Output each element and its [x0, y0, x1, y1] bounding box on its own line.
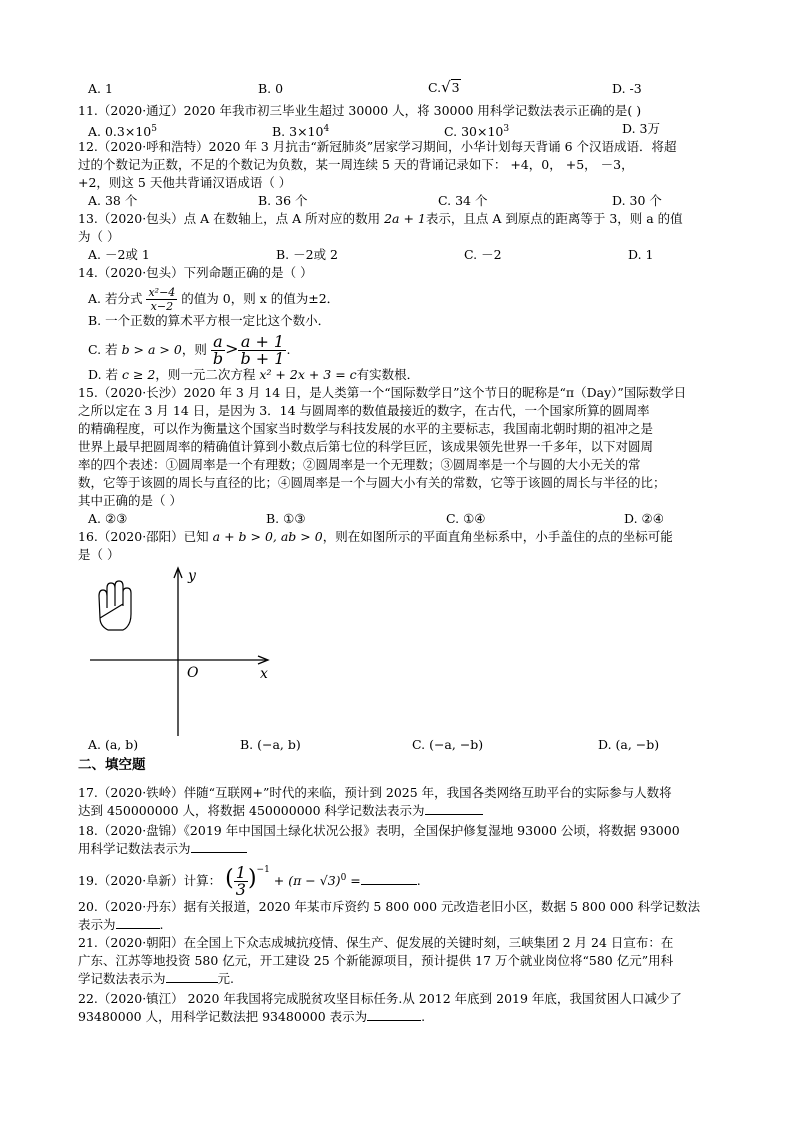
q19-line: 19.（2020·阜新）计算： ( $\frac{1}{3}$ )$^{-1} + (\pi - √3)^0$ = .	[78, 863, 421, 900]
q16-line2: 是（ ）	[78, 547, 120, 562]
q13-option-c: C. －2	[464, 247, 502, 262]
q15-option-a: A. ②③	[88, 511, 128, 526]
q13-option-b: B. －2或 2	[276, 247, 339, 262]
q13-option-d: D. 1	[628, 247, 654, 262]
q16-coordinate-figure	[80, 560, 300, 740]
q20-line2: 表示为 .	[78, 917, 164, 932]
q21-line3: 学记数法表示为 元.	[78, 971, 234, 986]
q14-option-c: C. 若 b > a > 0，则 $\frac{a}{b}$ > $\frac{a + 1}{b + 1}$ .	[88, 332, 291, 368]
q12-option-d: D. 30 个	[612, 193, 662, 208]
q12-option-a: A. 38 个	[88, 193, 138, 208]
q20-answer-blank[interactable]	[116, 916, 160, 929]
q15-option-c: C. ①④	[446, 511, 486, 526]
q18-answer-blank[interactable]	[191, 840, 247, 853]
q16-line1: 16.（2020·邵阳）已知 a + b > 0, ab > 0，则在如图所示的平面直角坐标系中，小手盖住的点的坐标可能	[78, 529, 673, 544]
q18-line1: 18.（2020·盘锦）《2019 年中国国土绿化状况公报》表明，全国保护修复湿地 93000 公顷，将数据 93000	[78, 823, 680, 838]
q15-line6: 数，它等于该圆的周长与直径的比；④圆周率是一个与圆大小有关的常数，它等于该圆的周长与半径的比；	[78, 475, 666, 490]
q10-option-b: B. 0	[258, 81, 284, 96]
q12-option-c: C. 34 个	[438, 193, 488, 208]
q10-option-a: A. 1	[88, 81, 113, 96]
q12-line2: 过的个数记为正数，不足的个数记为负数，某一周连续 5 天的背诵记录如下： +4，0， +5， －3，	[78, 157, 634, 172]
hand-icon	[99, 581, 131, 630]
q12-line1: 12.（2020·呼和浩特）2020 年 3 月抗击“新冠肺炎”居家学习期间，小华计划每天背诵 6 个汉语成语．将超	[78, 139, 677, 154]
q12-option-b: B. 36 个	[258, 193, 308, 208]
q15-option-d: D. ②④	[624, 511, 664, 526]
q16-option-b: B. (−a, b)	[240, 737, 301, 752]
q20-line1: 20.（2020·丹东）据有关报道，2020 年某市斥资约 5 800 000 元改造老旧小区，数据 5 800 000 科学记数法	[78, 899, 701, 914]
q14-option-a: A. 若分式 $\frac{\text{x²−4}}{x-2}$ 的值为 0，则 x 的值为±2．	[88, 286, 340, 313]
q15-line4: 世界上最早把圆周率的精确值计算到小数点后第七位的科学巨匠，该成果领先世界一千多年，以下对圆周	[78, 439, 654, 454]
q22-answer-blank[interactable]	[367, 1008, 421, 1021]
q19-answer-blank[interactable]	[361, 872, 417, 885]
q14-stem: 14.（2020·包头）下列命题正确的是（ ）	[78, 265, 313, 280]
q15-line3: 的精确程度，可以作为衡量这个国家当时数学与科技发展的水平的主要标志，我国南北朝时期的祖冲之是	[78, 421, 654, 436]
origin-label: O	[187, 665, 199, 681]
q15-line1: 15.（2020·长沙）2020 年 3 月 14 日，是人类第一个“国际数学日”这个节日的昵称是“π（Day）”国际数学日	[78, 385, 687, 400]
q21-answer-blank[interactable]	[166, 970, 218, 983]
q12-line3: +2，则这 5 天他共背诵汉语成语（ ）	[78, 175, 292, 190]
q11-option-c: C. $30\times 10^3$	[444, 124, 510, 140]
q15-line5: 率的四个表述：①圆周率是一个有理数；②圆周率是一个无理数；③圆周率是一个与圆的大小无关的常	[78, 457, 641, 472]
q13-line2: 为（ ）	[78, 229, 120, 244]
q11-option-b: B. $3\times 10^4$	[272, 124, 330, 140]
q13-line1: 13.（2020·包头）点 A 在数轴上，点 A 所对应的数用 2a + 1表示，且点 A 到原点的距离等于 3，则 a 的值	[78, 211, 683, 226]
q17-line2: 达到 450000000 人，将数据 450000000 科学记数法表示为	[78, 802, 718, 820]
q16-option-a: A. (a, b)	[88, 737, 139, 752]
q10-option-d: D. -3	[612, 81, 642, 96]
q13-option-a: A. －2或 1	[88, 247, 150, 262]
q14-option-b: B. 一个正数的算术平方根一定比这个数小．	[88, 313, 331, 328]
q15-line2: 之所以定在 3 月 14 日，是因为 3．14 与圆周率的数值最接近的数字，在古代，一个国家所算的圆周率	[78, 403, 650, 418]
q11-stem: 11.（2020·通辽）2020 年我市初三毕业生超过 30000 人，将 30000 用科学记数法表示正确的是( )	[78, 103, 642, 118]
q18-line2: 用科学记数法表示为	[78, 840, 718, 858]
q17-line1: 17.（2020·铁岭）伴随“互联网+”时代的来临，预计到 2025 年，我国各类网络互助平台的实际参与人数将	[78, 785, 672, 800]
q15-line7: 其中正确的是（ ）	[78, 493, 182, 508]
q15-option-b: B. ①③	[266, 511, 306, 526]
q11-option-a: A. $0.3\times 10^5$	[88, 124, 157, 140]
q16-option-c: C. (−a, −b)	[412, 737, 484, 752]
q10-option-c: C.√3	[428, 78, 460, 96]
y-axis-label: y	[188, 568, 196, 584]
q21-line1: 21.（2020·朝阳）在全国上下众志成城抗疫情、保生产、促发展的关键时刻，三峡集团 2 月 24 日宣布：在	[78, 935, 674, 950]
q11-option-d: D. 3万	[622, 121, 660, 136]
q21-line2: 广东、江苏等地投资 580 亿元，开工建设 25 个新能源项目，预计提供 17 万个就业岗位将“580 亿元”用科	[78, 953, 674, 968]
section-title-fill-in: 二、填空题	[78, 757, 146, 773]
q16-option-d: D. (a, −b)	[598, 737, 660, 752]
q17-answer-blank[interactable]	[425, 802, 483, 815]
q22-line2: 93480000 人，用科学记数法把 93480000 表示为 .	[78, 1009, 426, 1024]
q14-option-d: D. 若 c ≥ 2，则一元二次方程 x² + 2x + 3 = c有实数根．	[88, 367, 420, 382]
x-axis-label: x	[260, 666, 268, 682]
q22-line1: 22.（2020·镇江） 2020 年我国将完成脱贫攻坚目标任务.从 2012 年底到 2019 年底，我国贫困人口减少了	[78, 991, 682, 1006]
